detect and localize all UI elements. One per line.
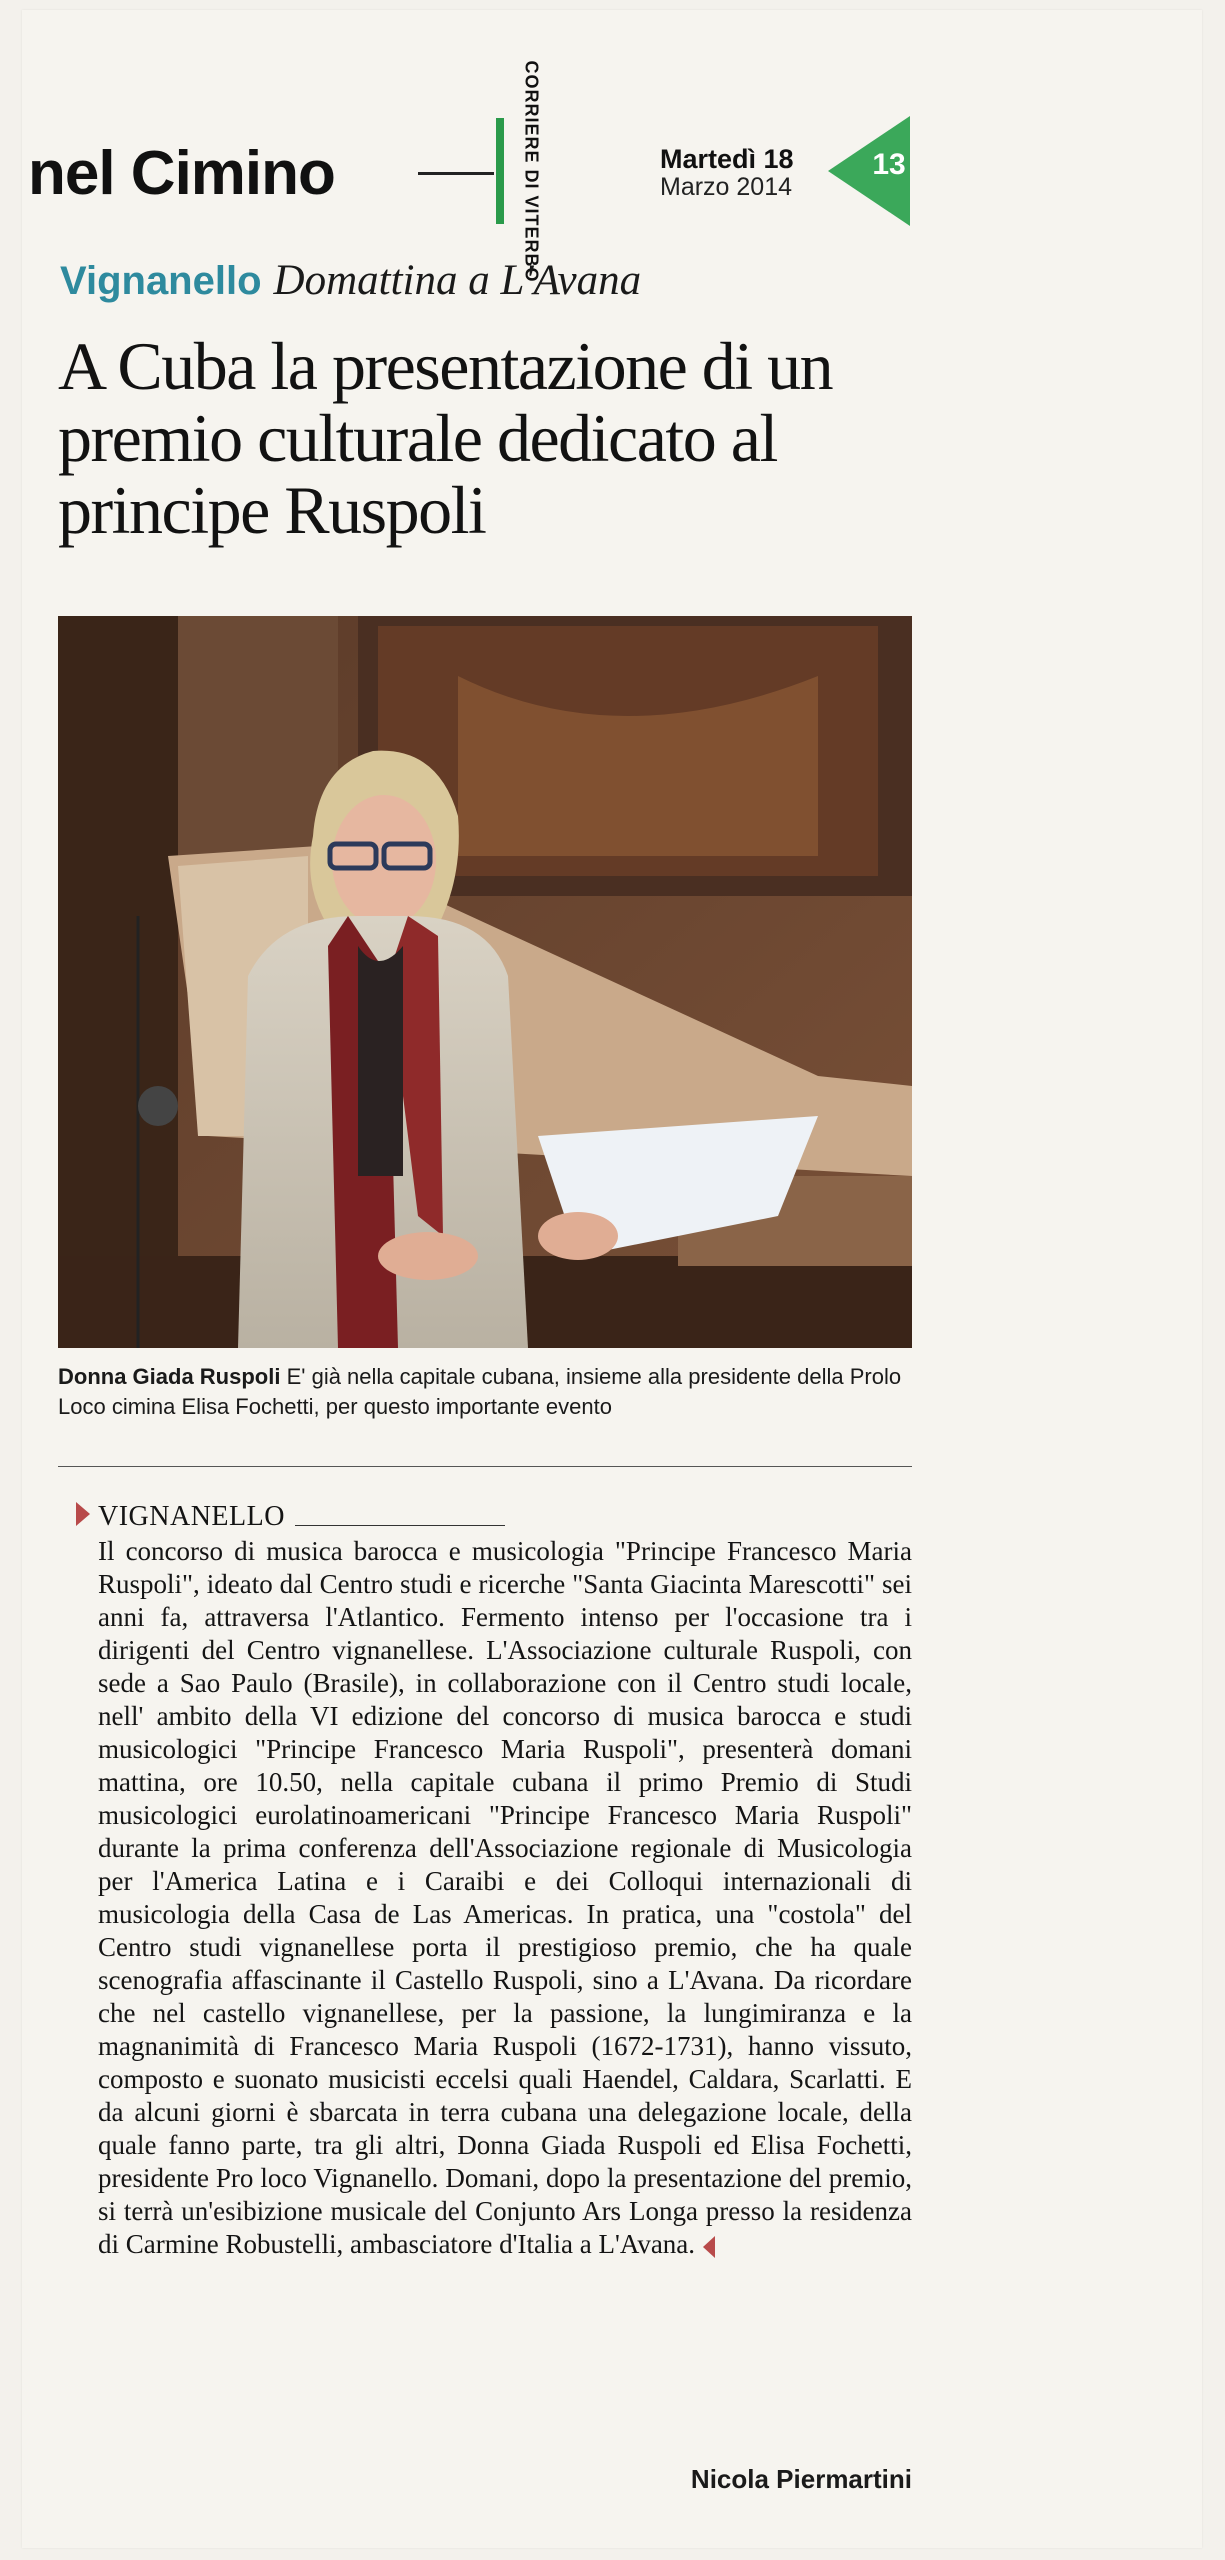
- page-number: 13: [872, 148, 906, 181]
- caption-text: E' già nella capitale cubana, insieme alla presidente della Prolo Loco cimina Elisa Fochetti, per questo importante evento: [58, 1364, 902, 1419]
- header-rule: [418, 172, 494, 175]
- caption-divider: [58, 1466, 912, 1467]
- body-text: Il concorso di musica barocca e musicologia "Principe Francesco Maria Ruspoli", ideato dal Centro studi e ricerche "Santa Giacinta Marescotti" sei anni fa, attraversa l'Atlantico. Fermento intenso per l'occasione tra i dirigenti del Centro vignanellese. L'Associazione culturale Ruspoli, con sede a Sao Paulo (Brasile), in collaborazione con il Centro studi locale, nell' ambito della VI edizione del concorso di musica barocca e studi musicologici "Principe Francesco Maria Ruspoli", presenterà domani mattina, ore 10.50, nella capitale cubana il primo Premio di Studi musicologici eurolatinoamericani "Principe Francesco Maria Ruspoli" durante la prima conferenza dell'Associazione regionale di Musicologia per l'America Latina e i Caraibi e dei Colloqui internazionali di musicologia della Casa de Las Americas. In pratica, una "costola" del Centro studi vignanellese porta il prestigioso premio, che ha quale scenografia affascinante il Castello Ruspoli, sino a L'Avana. Da ricordare che nel castello vignanellese, per la passione, la lungimiranza e la magnanimità di Francesco Maria Ruspoli (1672-1731), hanno vissuto, composto e suonato musicisti eccelsi quali Haendel, Caldara, Scarlatti. E da alcuni giorni è sbarcata in terra cubana una delegazione locale, della quale fanno parte, tra gli altri, Donna Giada Ruspoli ed Elisa Fochetti, presidente Pro loco Vignanello. Domani, dopo la presentazione del premio, si terrà un'esibizione musicale del Conjunto Ars Longa presso la residenza di Carmine Robustelli, ambasciatore d'Italia a L'Avana.: [98, 1536, 912, 2259]
- end-mark-icon: [703, 2236, 715, 2258]
- headline: A Cuba la presentazione di un premio culturale dedicato al principe Ruspoli: [58, 328, 833, 548]
- date-day: Martedì 18: [660, 144, 794, 174]
- photo-caption: [58, 1362, 918, 1422]
- newspaper-logo: CORRIERE DI VITERBO: [521, 59, 542, 283]
- kicker-location: Vignanello: [60, 259, 262, 303]
- article-body: [98, 1500, 912, 2261]
- dateline-rule: [295, 1525, 505, 1526]
- article-photo: [58, 616, 912, 1348]
- dateline-text: VIGNANELLO: [98, 1501, 285, 1532]
- author-byline: Nicola Piermartini: [690, 2464, 912, 2494]
- issue-date: [660, 146, 794, 200]
- section-title: nel Cimino: [28, 139, 335, 208]
- kicker: [60, 256, 641, 305]
- logo-bar: [496, 118, 504, 224]
- date-month-year: Marzo 2014: [660, 173, 793, 201]
- dateline-arrow-icon: [76, 1502, 90, 1526]
- caption-name: Donna Giada Ruspoli: [58, 1364, 281, 1389]
- dateline: [98, 1500, 912, 1533]
- kicker-subtitle: Domattina a L'Avana: [273, 257, 642, 304]
